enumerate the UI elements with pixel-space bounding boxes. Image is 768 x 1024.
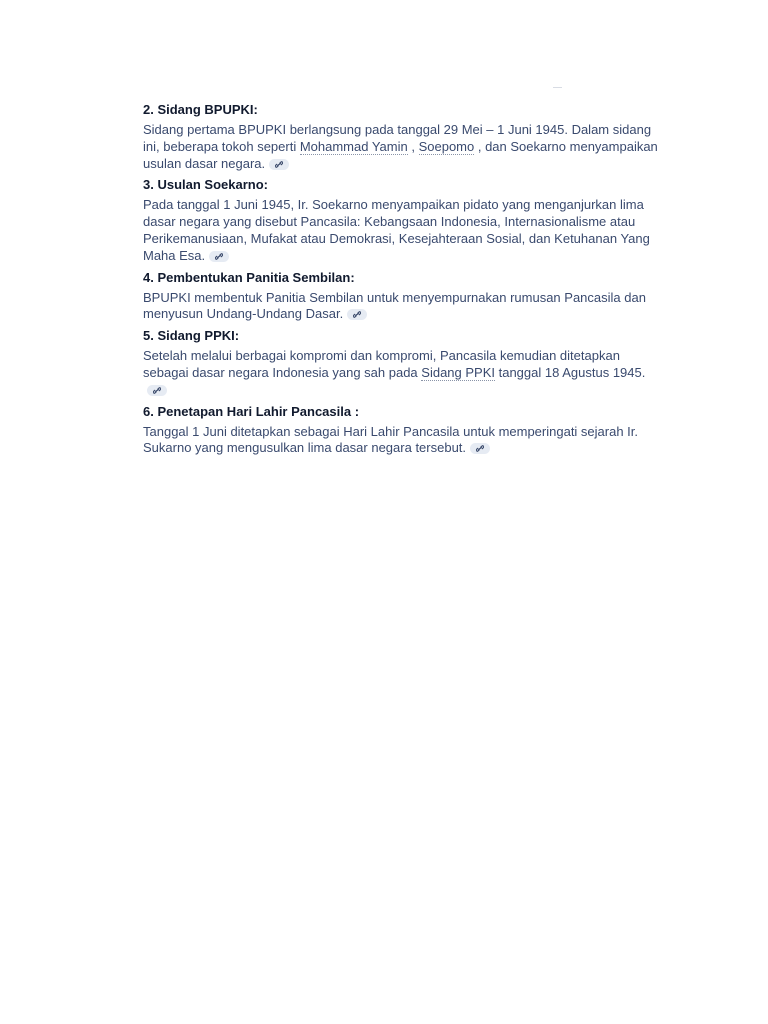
citation-button[interactable] [347,309,367,320]
section-heading: 4. Pembentukan Panitia Sembilan: [143,269,355,285]
section-sidang-bpupki [143,101,663,172]
paragraph-text: , dan Soekarno menyampaikan usulan dasar negara. [143,138,658,171]
citation-button[interactable] [209,251,229,262]
section-paragraph [143,424,663,458]
link-icon [275,161,283,168]
section-sidang-ppki [143,327,663,398]
paragraph-text: BPUPKI membentuk Panitia Sembilan untuk menyempurnakan rumusan Pancasila dan menyusun Undang-Undang Dasar. [143,289,646,322]
section-panitia-sembilan [143,269,663,324]
paragraph-text: tanggal 18 Agustus 1945. [495,364,646,380]
section-heading: 6. Penetapan Hari Lahir Pancasila : [143,403,360,419]
section-heading: 2. Sidang BPUPKI: [143,102,258,117]
section-hari-lahir-pancasila [143,403,663,458]
citation-button[interactable] [470,443,490,454]
section-paragraph [143,197,663,264]
section-paragraph [143,348,663,398]
paragraph-text: Pada tanggal 1 Juni 1945, Ir. Soekarno menyampaikan pidato yang menganjurkan lima dasar negara yang disebut Pancasila: Kebangsaan Indonesia, Internasionalisme atau Perikemanusiaan, Mufakat atau Demokrasi, Kesejahteraan Sosial, dan Ketuhanan Yang Maha Esa. [143,197,650,263]
citation-button[interactable] [147,385,167,396]
paragraph-text: Setelah melalui berbagai kompromi dan kompromi, Pancasila kemudian ditetapkan sebagai dasar negara Indonesia yang sah pada [143,348,620,380]
paragraph-text: Sidang pertama BPUPKI berlangsung pada tanggal 29 Mei – 1 Juni 1945. Dalam sidang ini, beberapa tokoh seperti [143,122,652,154]
term-link-soepomo[interactable]: Soepomo [418,138,475,154]
section-paragraph [143,122,663,172]
term-link-sidang-ppki[interactable]: Sidang PPKI [421,364,495,380]
section-heading: 5. Sidang PPKI: [143,328,240,344]
link-icon [476,445,484,452]
term-link-mohammad-yamin[interactable]: Mohammad Yamin [299,138,408,154]
link-icon [215,253,223,260]
paragraph-text: Tanggal 1 Juni ditetapkan sebagai Hari Lahir Pancasila untuk memperingati sejarah Ir. Sukarno yang mengusulkan lima dasar negara tersebut. [143,423,639,456]
document-body [143,101,663,461]
citation-button[interactable] [269,159,289,170]
paragraph-text: , [407,138,419,154]
section-heading: 3. Usulan Soekarno: [143,177,268,193]
top-divider-mark [553,87,562,88]
link-icon [153,387,161,394]
section-paragraph [143,290,663,324]
link-icon [353,311,361,318]
section-usulan-soekarno [143,176,663,264]
